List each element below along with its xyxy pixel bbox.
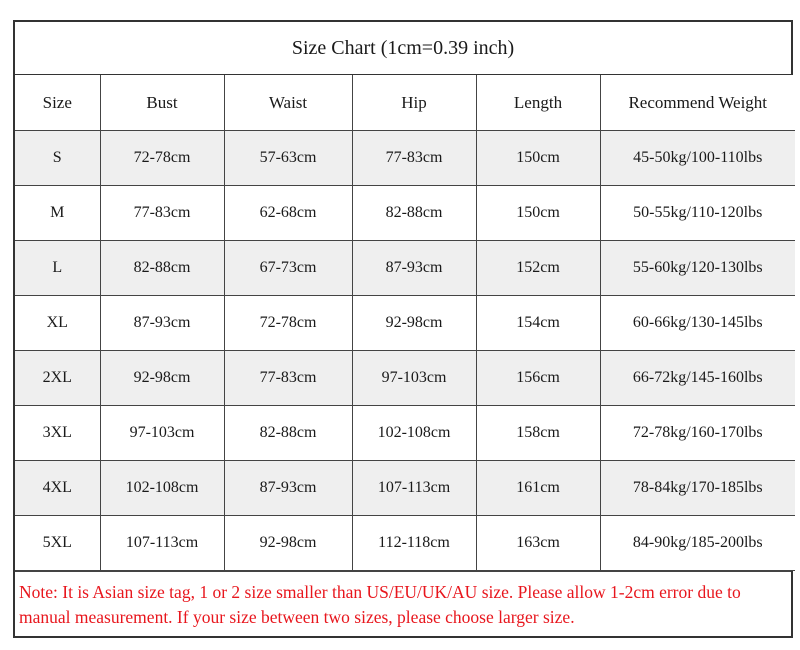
cell-weight: 60-66kg/130-145lbs bbox=[600, 296, 795, 351]
size-table bbox=[15, 75, 795, 571]
header-waist: Waist bbox=[224, 75, 352, 131]
cell-bust: 102-108cm bbox=[100, 461, 224, 516]
header-hip: Hip bbox=[352, 75, 476, 131]
cell-bust: 107-113cm bbox=[100, 516, 224, 571]
cell-length: 163cm bbox=[476, 516, 600, 571]
cell-length: 150cm bbox=[476, 186, 600, 241]
cell-hip: 107-113cm bbox=[352, 461, 476, 516]
header-size: Size bbox=[15, 75, 100, 131]
sizing-note: Note: It is Asian size tag, 1 or 2 size smaller than US/EU/UK/AU size. Please allow 1-2cm error due to manual measurement. If your size between two sizes, please choose larger size. bbox=[15, 571, 791, 643]
cell-bust: 92-98cm bbox=[100, 351, 224, 406]
cell-hip: 97-103cm bbox=[352, 351, 476, 406]
table-row bbox=[15, 461, 795, 516]
cell-weight: 72-78kg/160-170lbs bbox=[600, 406, 795, 461]
cell-size: XL bbox=[15, 296, 100, 351]
cell-waist: 62-68cm bbox=[224, 186, 352, 241]
cell-waist: 72-78cm bbox=[224, 296, 352, 351]
cell-weight: 66-72kg/145-160lbs bbox=[600, 351, 795, 406]
cell-size: S bbox=[15, 131, 100, 186]
cell-hip: 102-108cm bbox=[352, 406, 476, 461]
cell-waist: 92-98cm bbox=[224, 516, 352, 571]
cell-bust: 72-78cm bbox=[100, 131, 224, 186]
cell-length: 158cm bbox=[476, 406, 600, 461]
table-row bbox=[15, 351, 795, 406]
cell-bust: 87-93cm bbox=[100, 296, 224, 351]
cell-bust: 97-103cm bbox=[100, 406, 224, 461]
header-row bbox=[15, 75, 795, 131]
cell-size: L bbox=[15, 241, 100, 296]
cell-waist: 87-93cm bbox=[224, 461, 352, 516]
cell-length: 154cm bbox=[476, 296, 600, 351]
cell-hip: 112-118cm bbox=[352, 516, 476, 571]
size-chart bbox=[13, 20, 793, 638]
cell-size: M bbox=[15, 186, 100, 241]
table-row bbox=[15, 241, 795, 296]
cell-hip: 77-83cm bbox=[352, 131, 476, 186]
cell-hip: 92-98cm bbox=[352, 296, 476, 351]
cell-waist: 82-88cm bbox=[224, 406, 352, 461]
cell-size: 3XL bbox=[15, 406, 100, 461]
cell-length: 161cm bbox=[476, 461, 600, 516]
cell-waist: 57-63cm bbox=[224, 131, 352, 186]
header-length: Length bbox=[476, 75, 600, 131]
cell-length: 156cm bbox=[476, 351, 600, 406]
header-bust: Bust bbox=[100, 75, 224, 131]
cell-weight: 84-90kg/185-200lbs bbox=[600, 516, 795, 571]
cell-size: 4XL bbox=[15, 461, 100, 516]
cell-hip: 82-88cm bbox=[352, 186, 476, 241]
cell-bust: 77-83cm bbox=[100, 186, 224, 241]
cell-waist: 77-83cm bbox=[224, 351, 352, 406]
cell-size: 5XL bbox=[15, 516, 100, 571]
table-row bbox=[15, 296, 795, 351]
cell-bust: 82-88cm bbox=[100, 241, 224, 296]
table-row bbox=[15, 186, 795, 241]
cell-length: 152cm bbox=[476, 241, 600, 296]
chart-title: Size Chart (1cm=0.39 inch) bbox=[15, 22, 791, 75]
cell-weight: 45-50kg/100-110lbs bbox=[600, 131, 795, 186]
cell-weight: 50-55kg/110-120lbs bbox=[600, 186, 795, 241]
table-row bbox=[15, 406, 795, 461]
cell-weight: 78-84kg/170-185lbs bbox=[600, 461, 795, 516]
cell-hip: 87-93cm bbox=[352, 241, 476, 296]
cell-length: 150cm bbox=[476, 131, 600, 186]
table-row bbox=[15, 131, 795, 186]
cell-waist: 67-73cm bbox=[224, 241, 352, 296]
header-recommend-weight: Recommend Weight bbox=[600, 75, 795, 131]
cell-size: 2XL bbox=[15, 351, 100, 406]
cell-weight: 55-60kg/120-130lbs bbox=[600, 241, 795, 296]
table-row bbox=[15, 516, 795, 571]
